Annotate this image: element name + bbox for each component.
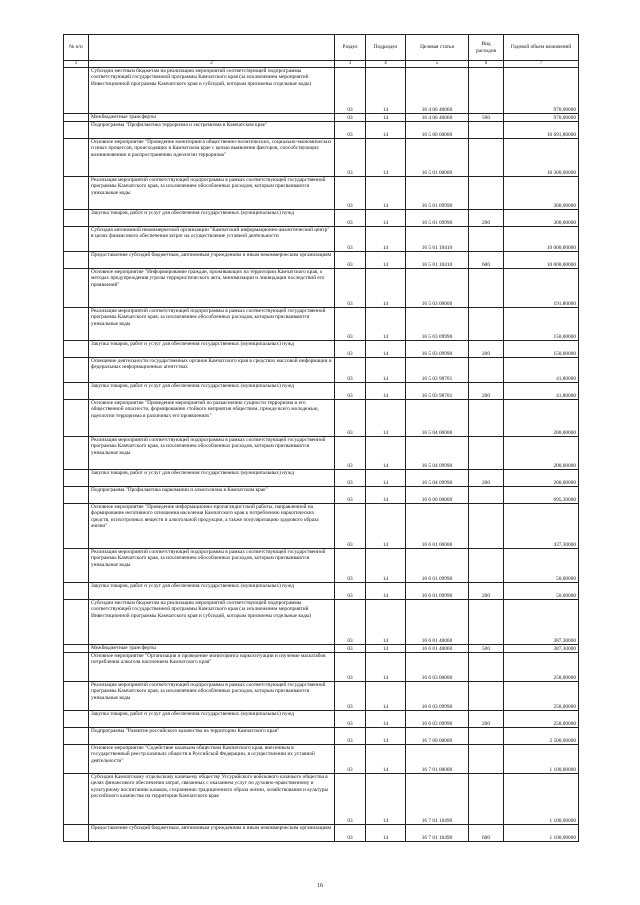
- table-row: [64, 470, 579, 487]
- page-number: 16: [317, 883, 323, 889]
- row-target-cell: 16 5 01 10410: [406, 227, 469, 252]
- header-podrazdel: Подраздел: [366, 35, 406, 61]
- row-name-cell: Основное мероприятие "Проведение мероприятий по разъяснению сущности терроризма и его общественной опасности, формированию стойкого неприятия обществом, прежде всего молодежью, идеологии терроризма в различных его проявлениях": [89, 400, 335, 437]
- row-podrazdel-cell: 14: [366, 470, 406, 487]
- row-razdel-cell: 03: [335, 68, 366, 114]
- row-sum-cell: 10 000,00000: [504, 252, 579, 269]
- row-podrazdel-cell: 14: [366, 308, 406, 341]
- row-razdel-cell: 03: [335, 645, 366, 653]
- row-target-cell: 16 7 01 10490: [406, 825, 469, 842]
- row-sum-cell: 437,30000: [504, 504, 579, 549]
- row-vid-cell: [469, 308, 504, 341]
- column-index-cell: 7: [504, 61, 579, 68]
- table-row: [64, 383, 579, 400]
- row-name-cell: Освещение деятельности государственных органов Камчатского края в средствах массовой информации и федеральных информационных агентствах: [89, 358, 335, 383]
- row-name-cell: Закупка товаров, работ и услуг для обеспечения государственных (муниципальных) нужд: [89, 341, 335, 358]
- row-sum-cell: 10 691,80000: [504, 122, 579, 139]
- row-num-cell: [64, 745, 89, 774]
- table-row: [64, 504, 579, 549]
- row-target-cell: 16 5 03 09990: [406, 341, 469, 358]
- row-vid-cell: [469, 728, 504, 745]
- row-podrazdel-cell: 14: [366, 400, 406, 437]
- row-podrazdel-cell: 14: [366, 825, 406, 842]
- row-sum-cell: 1 100,00000: [504, 745, 579, 774]
- row-sum-cell: 50,00000: [504, 583, 579, 600]
- row-sum-cell: 191,80000: [504, 269, 579, 308]
- row-name-cell: Субсидии Камчатскому отдельскому казачьему обществу Уссурийского войскового казачьего общества в целях финансового обеспечения затрат, связанных с оказанием услуг по духовно-нравственному и культурному воспитанию казаков, сохранению традиционного образа жизни, хозяйствования и культуры российского казачества на территории Камчатского края: [89, 774, 335, 825]
- row-name-cell: Предоставление субсидий бюджетным, автономным учреждениям и иным некоммерческим организациям: [89, 825, 335, 842]
- row-vid-cell: 200: [469, 583, 504, 600]
- row-target-cell: 16 4 06 40060: [406, 68, 469, 114]
- table-row: [64, 645, 579, 653]
- row-name-cell: Основное мероприятие "Содействие казачьим обществам Камчатского края, внесенным в государственный реестр казачьих обществ в Российской Федерации, в осуществлении их уставной деятельности": [89, 745, 335, 774]
- row-name-cell: Закупка товаров, работ и услуг для обеспечения государственных (муниципальных) нужд: [89, 210, 335, 227]
- table-row: [64, 252, 579, 269]
- row-num-cell: [64, 504, 89, 549]
- row-target-cell: 16 4 06 40060: [406, 114, 469, 122]
- row-num-cell: [64, 711, 89, 728]
- row-name-cell: Реализация мероприятий соответствующей подпрограммы в рамках соответствующей государственной программы Камчатского края, за исключением обособленных расходов, которым присваиваются уникальные коды: [89, 682, 335, 711]
- row-razdel-cell: 03: [335, 269, 366, 308]
- table-row: [64, 269, 579, 308]
- row-sum-cell: 1 100,00000: [504, 825, 579, 842]
- row-target-cell: 16 5 03 09990: [406, 308, 469, 341]
- row-sum-cell: 970,00000: [504, 114, 579, 122]
- table-row: [64, 437, 579, 470]
- row-vid-cell: 200: [469, 210, 504, 227]
- row-vid-cell: 200: [469, 470, 504, 487]
- row-num-cell: [64, 252, 89, 269]
- row-razdel-cell: 03: [335, 114, 366, 122]
- row-podrazdel-cell: 14: [366, 645, 406, 653]
- row-target-cell: 16 6 01 40060: [406, 600, 469, 645]
- row-razdel-cell: 03: [335, 177, 366, 210]
- row-target-cell: 16 7 01 10490: [406, 774, 469, 825]
- row-target-cell: 16 5 03 98701: [406, 358, 469, 383]
- row-sum-cell: 2 500,00000: [504, 728, 579, 745]
- row-name-cell: Реализация мероприятий соответствующей подпрограммы в рамках соответствующей государственной программы Камчатского края, за исключением обособленных расходов, которым присваиваются уникальные коды: [89, 308, 335, 341]
- row-podrazdel-cell: 14: [366, 358, 406, 383]
- row-vid-cell: [469, 745, 504, 774]
- row-podrazdel-cell: 14: [366, 437, 406, 470]
- table-row: [64, 341, 579, 358]
- row-sum-cell: 695,30000: [504, 487, 579, 504]
- table-row: [64, 549, 579, 583]
- header-vid: Вид расходов: [469, 35, 504, 61]
- row-podrazdel-cell: 14: [366, 711, 406, 728]
- row-num-cell: [64, 645, 89, 653]
- row-razdel-cell: 03: [335, 308, 366, 341]
- row-name-cell: Реализация мероприятий соответствующей подпрограммы в рамках соответствующей государственной программы Камчатского края, за исключением обособленных расходов, которым присваиваются уникальные коды: [89, 177, 335, 210]
- row-vid-cell: 600: [469, 252, 504, 269]
- row-razdel-cell: 03: [335, 600, 366, 645]
- row-name-cell: Реализация мероприятий соответствующей подпрограммы в рамках соответствующей государственной программы Камчатского края, за исключением обособленных расходов, которым присваиваются уникальные коды: [89, 437, 335, 470]
- table-row: [64, 177, 579, 210]
- row-sum-cell: 10 000,00000: [504, 227, 579, 252]
- row-vid-cell: [469, 68, 504, 114]
- row-razdel-cell: 03: [335, 400, 366, 437]
- row-num-cell: [64, 308, 89, 341]
- row-sum-cell: 970,00000: [504, 68, 579, 114]
- row-podrazdel-cell: 14: [366, 122, 406, 139]
- row-vid-cell: 500: [469, 114, 504, 122]
- row-num-cell: [64, 437, 89, 470]
- row-vid-cell: 500: [469, 645, 504, 653]
- row-razdel-cell: 03: [335, 728, 366, 745]
- row-target-cell: 16 6 01 09990: [406, 549, 469, 583]
- row-target-cell: 16 5 03 00000: [406, 269, 469, 308]
- table-row: [64, 114, 579, 122]
- column-index-row: [64, 61, 579, 68]
- row-num-cell: [64, 210, 89, 227]
- row-target-cell: 16 6 03 09990: [406, 682, 469, 711]
- row-vid-cell: [469, 358, 504, 383]
- row-podrazdel-cell: 14: [366, 210, 406, 227]
- row-vid-cell: 200: [469, 341, 504, 358]
- row-podrazdel-cell: 14: [366, 653, 406, 682]
- table-row: [64, 745, 579, 774]
- row-target-cell: 16 7 00 00000: [406, 728, 469, 745]
- row-num-cell: [64, 728, 89, 745]
- row-name-cell: Закупка товаров, работ и услуг для обеспечения государственных (муниципальных) нужд: [89, 470, 335, 487]
- column-index-cell: 5: [406, 61, 469, 68]
- row-razdel-cell: 03: [335, 227, 366, 252]
- row-num-cell: [64, 269, 89, 308]
- row-podrazdel-cell: 14: [366, 68, 406, 114]
- row-podrazdel-cell: 14: [366, 745, 406, 774]
- row-sum-cell: 41,80000: [504, 383, 579, 400]
- row-target-cell: 16 5 04 09990: [406, 437, 469, 470]
- row-razdel-cell: 03: [335, 470, 366, 487]
- row-razdel-cell: 03: [335, 383, 366, 400]
- row-num-cell: [64, 383, 89, 400]
- row-vid-cell: [469, 437, 504, 470]
- row-name-cell: Субсидии местным бюджетам на реализацию мероприятий соответствующей подпрограммы соответствующей государственной программы Камчатского края (за исключением мероприятий Инвестиционной программы Камчатского края и субсидий, которым присвоены отдельные коды): [89, 600, 335, 645]
- row-razdel-cell: 03: [335, 745, 366, 774]
- row-sum-cell: 200,00000: [504, 437, 579, 470]
- row-name-cell: Межбюджетные трансферты: [89, 645, 335, 653]
- row-name-cell: Субсидия автономной некоммерческой организации "Камчатский информационно-аналитический центр" в целях финансового обеспечения затрат на осуществление уставной деятельности: [89, 227, 335, 252]
- row-name-cell: Закупка товаров, работ и услуг для обеспечения государственных (муниципальных) нужд: [89, 583, 335, 600]
- header-razdel: Раздел: [335, 35, 366, 61]
- table-row: [64, 711, 579, 728]
- row-vid-cell: [469, 504, 504, 549]
- row-target-cell: 16 6 03 00000: [406, 653, 469, 682]
- column-index-cell: 3: [335, 61, 366, 68]
- row-name-cell: Основное мероприятие "Организация и проведение мониторинга наркоситуации и изучение масштабов потребления алкоголя населением Камчатского края": [89, 653, 335, 682]
- row-target-cell: 16 7 01 00000: [406, 745, 469, 774]
- table-row: [64, 774, 579, 825]
- row-razdel-cell: 03: [335, 583, 366, 600]
- row-vid-cell: [469, 682, 504, 711]
- row-num-cell: [64, 122, 89, 139]
- row-razdel-cell: 03: [335, 682, 366, 711]
- row-vid-cell: [469, 177, 504, 210]
- row-vid-cell: [469, 400, 504, 437]
- row-podrazdel-cell: 14: [366, 583, 406, 600]
- row-num-cell: [64, 139, 89, 177]
- row-razdel-cell: 03: [335, 774, 366, 825]
- row-target-cell: 16 5 03 98701: [406, 383, 469, 400]
- column-index-cell: 2: [89, 61, 335, 68]
- row-num-cell: [64, 400, 89, 437]
- row-podrazdel-cell: 14: [366, 383, 406, 400]
- row-name-cell: Реализация мероприятий соответствующей подпрограммы в рамках соответствующей государственной программы Камчатского края, за исключением обособленных расходов, которым присваиваются уникальные коды: [89, 549, 335, 583]
- row-razdel-cell: 03: [335, 341, 366, 358]
- row-name-cell: Подпрограмма "Профилактика терроризма и экстремизма в Камчатском крае": [89, 122, 335, 139]
- row-target-cell: 16 5 04 09990: [406, 470, 469, 487]
- row-razdel-cell: 03: [335, 358, 366, 383]
- row-razdel-cell: 03: [335, 122, 366, 139]
- header-name: [89, 35, 335, 61]
- table-row: [64, 122, 579, 139]
- row-sum-cell: 41,80000: [504, 358, 579, 383]
- row-razdel-cell: 03: [335, 210, 366, 227]
- row-name-cell: Субсидии местным бюджетам на реализацию мероприятий соответствующей подпрограммы соответствующей государственной программы Камчатского края (за исключением мероприятий Инвестиционной программы Камчатского края и субсидий, которым присвоены отдельные коды): [89, 68, 335, 114]
- table-row: [64, 400, 579, 437]
- row-razdel-cell: 03: [335, 711, 366, 728]
- row-podrazdel-cell: 14: [366, 487, 406, 504]
- row-name-cell: Основное мероприятие "Информирование граждан, проживающих на территории Камчатского края, о методах предупреждения угрозы террористического акта, минимизации и ликвидации последствий его проявлений": [89, 269, 335, 308]
- table-row: [64, 600, 579, 645]
- row-razdel-cell: 03: [335, 487, 366, 504]
- row-target-cell: 16 5 01 10410: [406, 252, 469, 269]
- table-row: [64, 308, 579, 341]
- row-podrazdel-cell: 14: [366, 549, 406, 583]
- row-target-cell: 16 5 01 09990: [406, 210, 469, 227]
- row-razdel-cell: 03: [335, 139, 366, 177]
- row-podrazdel-cell: 14: [366, 139, 406, 177]
- row-num-cell: [64, 68, 89, 114]
- row-podrazdel-cell: 14: [366, 600, 406, 645]
- header-num: № п/п: [64, 35, 89, 61]
- row-num-cell: [64, 470, 89, 487]
- row-name-cell: Подпрограмма "Профилактика наркомании и алкоголизма в Камчатском крае": [89, 487, 335, 504]
- column-index-cell: 6: [469, 61, 504, 68]
- row-podrazdel-cell: 14: [366, 177, 406, 210]
- row-vid-cell: [469, 600, 504, 645]
- row-vid-cell: [469, 653, 504, 682]
- row-sum-cell: 10 300,00000: [504, 139, 579, 177]
- table-row: [64, 728, 579, 745]
- row-sum-cell: 300,00000: [504, 177, 579, 210]
- row-num-cell: [64, 653, 89, 682]
- row-podrazdel-cell: 14: [366, 227, 406, 252]
- row-podrazdel-cell: 14: [366, 504, 406, 549]
- row-num-cell: [64, 583, 89, 600]
- row-razdel-cell: 03: [335, 437, 366, 470]
- budget-table: [63, 34, 579, 842]
- row-sum-cell: 150,00000: [504, 341, 579, 358]
- table-row: [64, 583, 579, 600]
- row-sum-cell: 150,00000: [504, 308, 579, 341]
- row-num-cell: [64, 177, 89, 210]
- header-row: [64, 35, 579, 61]
- row-target-cell: 16 6 01 40060: [406, 645, 469, 653]
- row-target-cell: 16 6 01 09990: [406, 583, 469, 600]
- row-num-cell: [64, 487, 89, 504]
- row-num-cell: [64, 341, 89, 358]
- row-vid-cell: [469, 549, 504, 583]
- row-sum-cell: 300,00000: [504, 210, 579, 227]
- row-podrazdel-cell: 14: [366, 728, 406, 745]
- row-razdel-cell: 03: [335, 252, 366, 269]
- row-name-cell: Межбюджетные трансферты: [89, 114, 335, 122]
- row-target-cell: 16 6 01 00000: [406, 504, 469, 549]
- row-vid-cell: [469, 227, 504, 252]
- row-vid-cell: [469, 139, 504, 177]
- header-sum: Годовой объем назначений: [504, 35, 579, 61]
- row-vid-cell: [469, 269, 504, 308]
- row-sum-cell: 1 100,00000: [504, 774, 579, 825]
- row-podrazdel-cell: 14: [366, 774, 406, 825]
- table-row: [64, 139, 579, 177]
- row-podrazdel-cell: 14: [366, 682, 406, 711]
- table-row: [64, 653, 579, 682]
- row-sum-cell: 200,00000: [504, 470, 579, 487]
- table-row: [64, 68, 579, 114]
- table-row: [64, 227, 579, 252]
- row-sum-cell: 200,00000: [504, 400, 579, 437]
- table-row: [64, 210, 579, 227]
- row-num-cell: [64, 825, 89, 842]
- table-row: [64, 487, 579, 504]
- row-target-cell: 16 5 04 00000: [406, 400, 469, 437]
- row-name-cell: Основное мероприятие "Проведение информационно-пропагандистской работы, направленной на формирование негативного отношения населения Камчатского края к потреблению наркотических средств, психотропных веществ и алкогольной продукции, а также популяризацию здорового образа жизни": [89, 504, 335, 549]
- row-vid-cell: 600: [469, 825, 504, 842]
- row-name-cell: Предоставление субсидий бюджетным, автономным учреждениям и иным некоммерческим организациям: [89, 252, 335, 269]
- row-sum-cell: 50,00000: [504, 549, 579, 583]
- row-podrazdel-cell: 14: [366, 269, 406, 308]
- table-row: [64, 682, 579, 711]
- row-razdel-cell: 03: [335, 653, 366, 682]
- row-num-cell: [64, 358, 89, 383]
- row-num-cell: [64, 600, 89, 645]
- table-row: [64, 825, 579, 842]
- row-target-cell: 16 5 00 00000: [406, 122, 469, 139]
- row-target-cell: 16 5 01 00000: [406, 139, 469, 177]
- row-num-cell: [64, 549, 89, 583]
- row-vid-cell: [469, 774, 504, 825]
- table-row: [64, 358, 579, 383]
- row-num-cell: [64, 682, 89, 711]
- row-num-cell: [64, 114, 89, 122]
- row-name-cell: Основное мероприятие "Проведение мониторинга общественно-политических, социально-экономических и иных процессов, происходящих в Камчатском крае с целью выявления факторов, способствующих возникновению и распространению идеологии терроризма": [89, 139, 335, 177]
- header-target: Целевая статья: [406, 35, 469, 61]
- row-sum-cell: 387,30000: [504, 600, 579, 645]
- row-name-cell: Подпрограмма "Развитие российского казачества на территории Камчатского края": [89, 728, 335, 745]
- row-sum-cell: 258,00000: [504, 711, 579, 728]
- row-name-cell: Закупка товаров, работ и услуг для обеспечения государственных (муниципальных) нужд: [89, 383, 335, 400]
- row-sum-cell: 387,30000: [504, 645, 579, 653]
- row-num-cell: [64, 774, 89, 825]
- table-body: [64, 68, 579, 842]
- row-vid-cell: 200: [469, 711, 504, 728]
- row-target-cell: 16 6 00 00000: [406, 487, 469, 504]
- row-vid-cell: [469, 122, 504, 139]
- row-vid-cell: 200: [469, 383, 504, 400]
- row-razdel-cell: 03: [335, 549, 366, 583]
- column-index-cell: 1: [64, 61, 89, 68]
- row-podrazdel-cell: 14: [366, 252, 406, 269]
- row-sum-cell: 258,00000: [504, 653, 579, 682]
- row-num-cell: [64, 227, 89, 252]
- row-target-cell: 16 5 01 09990: [406, 177, 469, 210]
- row-razdel-cell: 03: [335, 504, 366, 549]
- row-vid-cell: [469, 487, 504, 504]
- row-podrazdel-cell: 14: [366, 341, 406, 358]
- row-sum-cell: 258,00000: [504, 682, 579, 711]
- row-name-cell: Закупка товаров, работ и услуг для обеспечения государственных (муниципальных) нужд: [89, 711, 335, 728]
- row-podrazdel-cell: 14: [366, 114, 406, 122]
- column-index-cell: 4: [366, 61, 406, 68]
- row-target-cell: 16 6 03 09990: [406, 711, 469, 728]
- row-razdel-cell: 03: [335, 825, 366, 842]
